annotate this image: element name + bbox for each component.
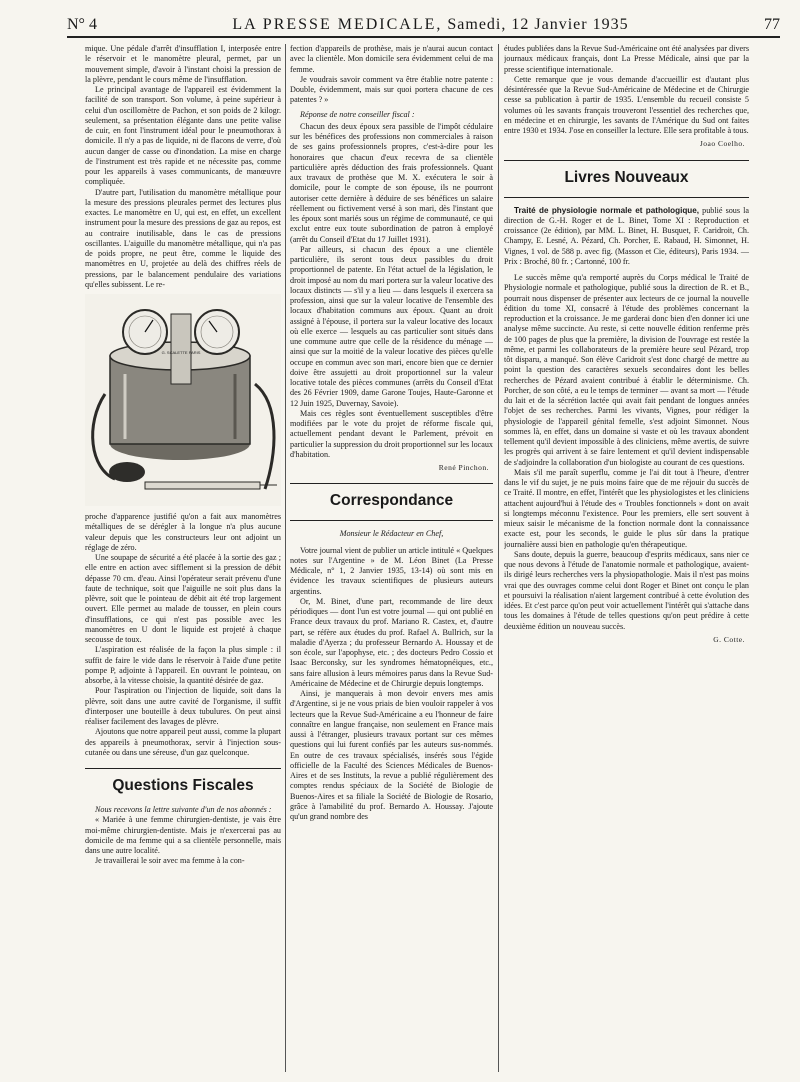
col2-paragraph: Mais ces règles sont éventuellement susceptibles d'être modifiées par le vote du projet de réforme fiscale qui, actuellement pendant devant le Parlement, prévoit en particulier la suppression du droit proportionnel sur les locaux d'habitation. <box>290 408 493 459</box>
col1-paragraph: Le principal avantage de l'appareil est évidemment la facilité de son transport. Son volume, à peine supérieur à celui d'un oscillomètre de Pachon, et son poids de 2 kilogr. seulement, sa présentation élégante dans une petite valise de cuir, en font l'instrument idéal pour le pneumothorax à domicile. Il n'y a pas de liquide, ni de flacons de verre, d'où aucun danger de casse ou d'inondation. La mise en charge de l'instrument est très rapide et ne nécessite pas, comme pour les appareils à vases communicants, de manœuvre compliquée. <box>85 85 281 187</box>
issue-date: Samedi, 12 Janvier 1935 <box>447 16 629 33</box>
col2-paragraph: Chacun des deux époux sera passible de l'impôt cédulaire sur les bénéfices des professions non commerciales à raison de ses gains professionnels propres, c'est-à-dire pour les honoraires que chacun d'eux recevra de sa clientèle particulière après déduction des frais professionnels. Quant aux travaux de prothèse que M. X. exécutera le soir à domicile, pour le compte de son épouse, ils ne pourront autoriser cette dernière à déduire de ses bénéfices un salaire réellement ou fictivement versé à son mari, dès l'instant que les époux sont mariés sous un régime de communauté, ce qui exclut entre eux toute subordination de patron à employé (arrêt du Conseil d'Etat du 17 Juillet 1931). <box>290 121 493 244</box>
figure-maker-label: G. SCALETTE PARIS <box>161 350 201 355</box>
col1-paragraph: mique. Une pédale d'arrêt d'insufflation I, interposée entre le réservoir et le manomètre pleural, permet, par un mouvement simple, d'avoir à l'instant choisi la pression de la plèvre, pendant le cours même de l'insufflation. <box>85 44 281 84</box>
col2-paragraph: fection d'appareils de prothèse, mais je n'aurai aucun contact avec la clientèle. Mon domicile sera évidemment celui de ma femme. <box>290 44 493 74</box>
section-separator <box>85 768 281 769</box>
col2-paragraph: Par ailleurs, si chacun des époux a une clientèle particulière, ils seront tous deux passibles du droit proportionnel de patente. En l'état actuel de la législation, le droit imposé au nom du mari portera sur la valeur locative des locaux distincts — s'il y a lieu — dans lesquels il exercera sa profession, ainsi que sur la valeur locative de l'ensemble des locaux d'habitation communs aux époux. Quant au droit assigné à l'épouse, il portera sur la valeur locative des locaux où elle exerce — lesquels au cas particulier sont situés dans une commune autre que celle de la résidence du ménage — ainsi que sur la moitié de la valeur locative des pièces qu'elle occupe en commun avec son mari, encore bien que ce dernier doive être assujetti au droit proportionnel sur la valeur locative totale des pièces communes (arrêts du Conseil d'Etat des 26 Février 1909, dame Garone Toujes, Haute-Garonne et 12 Juin 1925, Duvernay, Savoie). <box>290 244 493 408</box>
journal-masthead <box>232 16 628 34</box>
col1-paragraph: Pour l'aspiration ou l'injection de liquide, soit dans la plèvre, soit dans une autre cavité de l'organisme, il suffit d'interposer une bouteille à deux tubulures. On peut ainsi réaliser facilement des lavages de plèvre. <box>85 686 281 726</box>
col2-paragraph: Ainsi, je manquerais à mon devoir envers mes amis d'Argentine, si je ne vous priais de bien vouloir rappeler à vos lecteurs que la Revue Sud-Américaine a eu l'honneur de faire connaître en langue française, non seulement en France mais aussi à l'étranger, plusieurs travaux portant sur ces mêmes questions qui lui furent confiés par les auteurs sus-nommés. En outre de ces travaux spécialisés, insérés sous l'égide officielle de la Faculté des Sciences Médicales de Buenos-Aires et de ses Instituts, la revue a publié régulièrement des comptes rendus spéciaux de la Société de Biologie de Buenos-Aires et sa filiale la Société de Biologie de Rosario, grâce à l'amabilité du prof. Bernardo A. Houssay. J'ajoute qu'un grand nombre des <box>290 689 493 821</box>
letter-salutation: Monsieur le Rédacteur en Chef, <box>339 529 444 539</box>
fiscal-section-title: Questions Fiscales <box>112 777 254 794</box>
books-section-title: Livres Nouveaux <box>564 168 689 186</box>
author-signature: René Pinchon. <box>438 463 489 472</box>
col3-paragraph: Mais s'il me paraît superflu, comme je l'ai dit tout à l'heure, d'entrer dans le vif du sujet, je ne puis moins faire que de me réjouir du succès de ce Traité. Il montre, en effet, l'intérêt que les physiologistes et les cliniciens attachent aujourd'hui à l'étude des « Troubles fonctionnels » dont on avait si longtemps méconnu l'existence. Pour les premiers, elle sert souvent à mieux saisir le mécanisme de la fonction normale dont la connaissance exacte est, pour les seconds, le guide le plus sûr dans la pratique journalière aussi bien en pathologie qu'en thérapeutique. <box>504 467 749 549</box>
section-separator <box>504 197 749 198</box>
section-separator <box>290 483 493 484</box>
correspondence-section-title: Correspondance <box>329 492 454 510</box>
page-header <box>67 10 780 38</box>
apparatus-illustration <box>85 294 281 506</box>
col1-paragraph: Ajoutons que notre appareil peut aussi, comme la plupart des appareils à pneumothorax, servir à l'injection sous-cutanée ou dans une séreuse, d'un gaz quelconque. <box>85 727 281 757</box>
page-number: 77 <box>763 16 780 33</box>
col3-paragraph: études publiées dans la Revue Sud-Américaine ont été analysées par divers journaux médicaux français, dont La Presse Médicale, ainsi que par la presse scientifique internationale. <box>504 44 749 74</box>
col1-paragraph: D'autre part, l'utilisation du manomètre métallique pour la mesure des pressions pleurales permet des lectures plus exactes. Le manomètre en U, qui est, en effet, un excellent instrument pour la mesure des pressions de gaz au repos, est au contraire inutilisable, dans le cas de pressions oscillantes. L'aiguille du manomètre métallique, qui n'a pas de poids propre, ne peut être, comme le liquide des manomètres en U, projetée au delà des chiffres réels de pressions, par le balancement pendulaire des variations qu'elles subissent. Le re- <box>85 187 281 289</box>
column-rule-1 <box>285 44 286 1072</box>
col3-paragraph: Le succès même qu'a remporté auprès du Corps médical le Traité de Physiologie normale et pathologique, publié sous la direction de R. et B., pourrait nous dispenser de présenter aux lecteurs de ce journal la nouvelle édition du tome XI, consacré à l'étude des problèmes concernant la reproduction et la croissance. Je me garderai donc bien d'en donner ici une analyse même succincte. Au reste, si cette nouvelle édition renferme près de 100 pages de plus que la première, la division de l'ouvrage est restée la même, et parmi les collaborateurs de la première heure seul Pézard, trop tôt disparu, a manqué. Son élève Caridroit s'est donc chargé de mettre au point la question des caractères sexuels secondaires dont les belles recherches de Pézard avaient contribué à établir le déterminisme. Ch. Porcher, de son côté, a eu le temps de terminer — avant sa mort — l'étude du lait et de la sécrétion lactée qui avait fait pendant de longues années l'objet de ses recherches. Parmi les vivants, Vignes, pour rédiger la physiologie de l'appareil génital femelle, s'est adjoint Simonnet. Nous sommes là, en effet, dans un domaine si vaste et où les travaux abondent tellement qu'il devient impossible à des cliniciens, même avertis, de suivre les progrès qui arrivent à se faire lentement et qu'il devient indispensable de s'adjoindre la collaboration d'un biologiste au courant de ces questions. <box>504 273 749 467</box>
col2-paragraph: Or, M. Binet, d'une part, recommande de lire deux périodiques — dont l'un est votre journal — qui ont publié en France deux travaux du prof. Mariano R. Castex, et, d'autre part, se réfère aux études du prof. Rafael A. Bullrich, sur la maladie d'Ayerza ; du professeur Bernardo A. Houssay et de son école, sur l'apophyse, etc. ; des docteurs Pedro Cossio et Isaac Berconsky, sur les syndromes hématopnéiques, etc., sans faire allusion à leurs mémoires parus dans la Revue Sud-Américaine de Médecine et de Chirurgie depuis longtemps. <box>290 596 493 688</box>
column-1 <box>85 44 281 1076</box>
section-separator <box>504 160 749 161</box>
col2-paragraph: Je voudrais savoir comment va être établie notre patente : Double, évidemment, mais sur quoi portera chacune de ces patentes ? » <box>290 74 493 105</box>
author-signature: G. Cotte. <box>713 634 745 644</box>
column-rule-2 <box>498 44 499 1072</box>
col3-paragraph: Sans doute, depuis la guerre, beaucoup d'esprits médicaux, sans nier ce que nous devons à l'étude de l'anatomie normale et pathologique, avaient-ils dirigé leurs recherches vers la physiopathologie. Mais il n'est pas moins vrai que des ouvrages comme celui dont Roger et Binet ont conçu le plan et poursuivi la réalisation n'aient largement contribué à cette évolution des idées. Et c'est parce qu'on peut voir actuellement l'intérêt qui s'attache dans tous les domaines à l'étude de telles questions qu'on peut prédire à cette deuxième édition un nouveau succès. <box>504 549 749 631</box>
col1-paragraph: L'aspiration est réalisée de la façon la plus simple : il suffit de faire le vide dans le réservoir à l'aide d'une petite pompe P, adjointe à l'appareil. En ouvrant le pointeau, on absorbe, à la vitesse choisie, la quantité désirée de gaz. <box>85 645 281 685</box>
book-reference: publié sous la direction de G.-H. Roger et de L. Binet, Tome XI : Reproduction et croissance (2e édition), par MM. L. Binet, H. Busquet, F. Caridroit, Ch. Champy, E. Lesné, A. Pézard, Ch. Porcher, E. Rabaud, H. Simonnet, H. Vignes, 1 vol. de 588 p. avec fig. (Masson et Cie, éditeurs), Paris 1934. — Prix : Broché, 80 fr. ; Cartonné, 100 fr. <box>504 205 749 266</box>
fiscal-intro: Nous recevons la lettre suivante d'un de nos abonnés : <box>95 805 272 814</box>
col1-paragraph: proche d'apparence justifié qu'on a fait aux manomètres métalliques de se dérégler à la longue n'a plus aucune valeur depuis que les constructeurs leur ont adjoint un réglage de zéro. <box>85 512 281 552</box>
issue-number: N° 4 <box>67 16 97 33</box>
column-2 <box>290 44 493 1076</box>
col2-paragraph: Votre journal vient de publier un article intitulé « Quelques notes sur l'Argentine » de M. Léon Binet (La Presse Médicale, n° 1, 2 Janvier 1935, 13-14) où sont mis en évidence les travaux scientifiques de plusieurs auteurs argentins. <box>290 545 493 596</box>
col1-paragraph: « Mariée à une femme chirurgien-dentiste, je vais être moi-même chirurgien-dentiste. Mais je n'exercerai pas au domicile de ma femme qui a sa clientèle personnelle, mais dans une autre localité. <box>85 815 281 855</box>
reply-heading: Réponse de notre conseiller fiscal : <box>300 109 415 119</box>
section-separator <box>290 520 493 521</box>
author-signature: Joao Coelho. <box>699 139 745 149</box>
book-entry <box>504 206 749 268</box>
col1-paragraph: Une soupape de sécurité a été placée à la sortie des gaz ; elle entre en action avec sifflement si la pression de débit dépasse 70 cm. d'eau. Ainsi l'opérateur serait prévenu d'une faute de technique, soit que l'aiguille ne soit plus dans la plèvre, soit que le pointeau de débit ait été trop largement ouvert. Elle permet au malade de tousser, en plein cours d'insufflations, ce qui n'est pas possible avec les manomètres en U dont le liquide est projeté à chaque secousse de toux. <box>85 553 281 644</box>
journal-name: LA PRESSE MEDICALE, <box>232 16 443 33</box>
book-title: Traité de physiologie normale et pathologique, <box>514 205 700 215</box>
pneumothorax-apparatus-figure <box>85 294 281 506</box>
col3-paragraph: Cette remarque que je vous demande d'accueillir est d'autant plus désintéressée que la Revue Sud-Américaine de Médecine et de Chirurgie cesse sa publication à partir de 1935. L'ensemble du recueil consiste 5 volumes où les savants français trouveront l'essentiel des recherches que, en médecine et en chirurgie, les savants de l'Amérique du Sud ont faites entre 1930 et 1934. J'ose en conseiller la lecture. Elle sera profitable à tous. <box>504 74 749 135</box>
col1-paragraph: Je travaillerai le soir avec ma femme à la con- <box>95 856 245 866</box>
column-3 <box>504 44 749 1076</box>
